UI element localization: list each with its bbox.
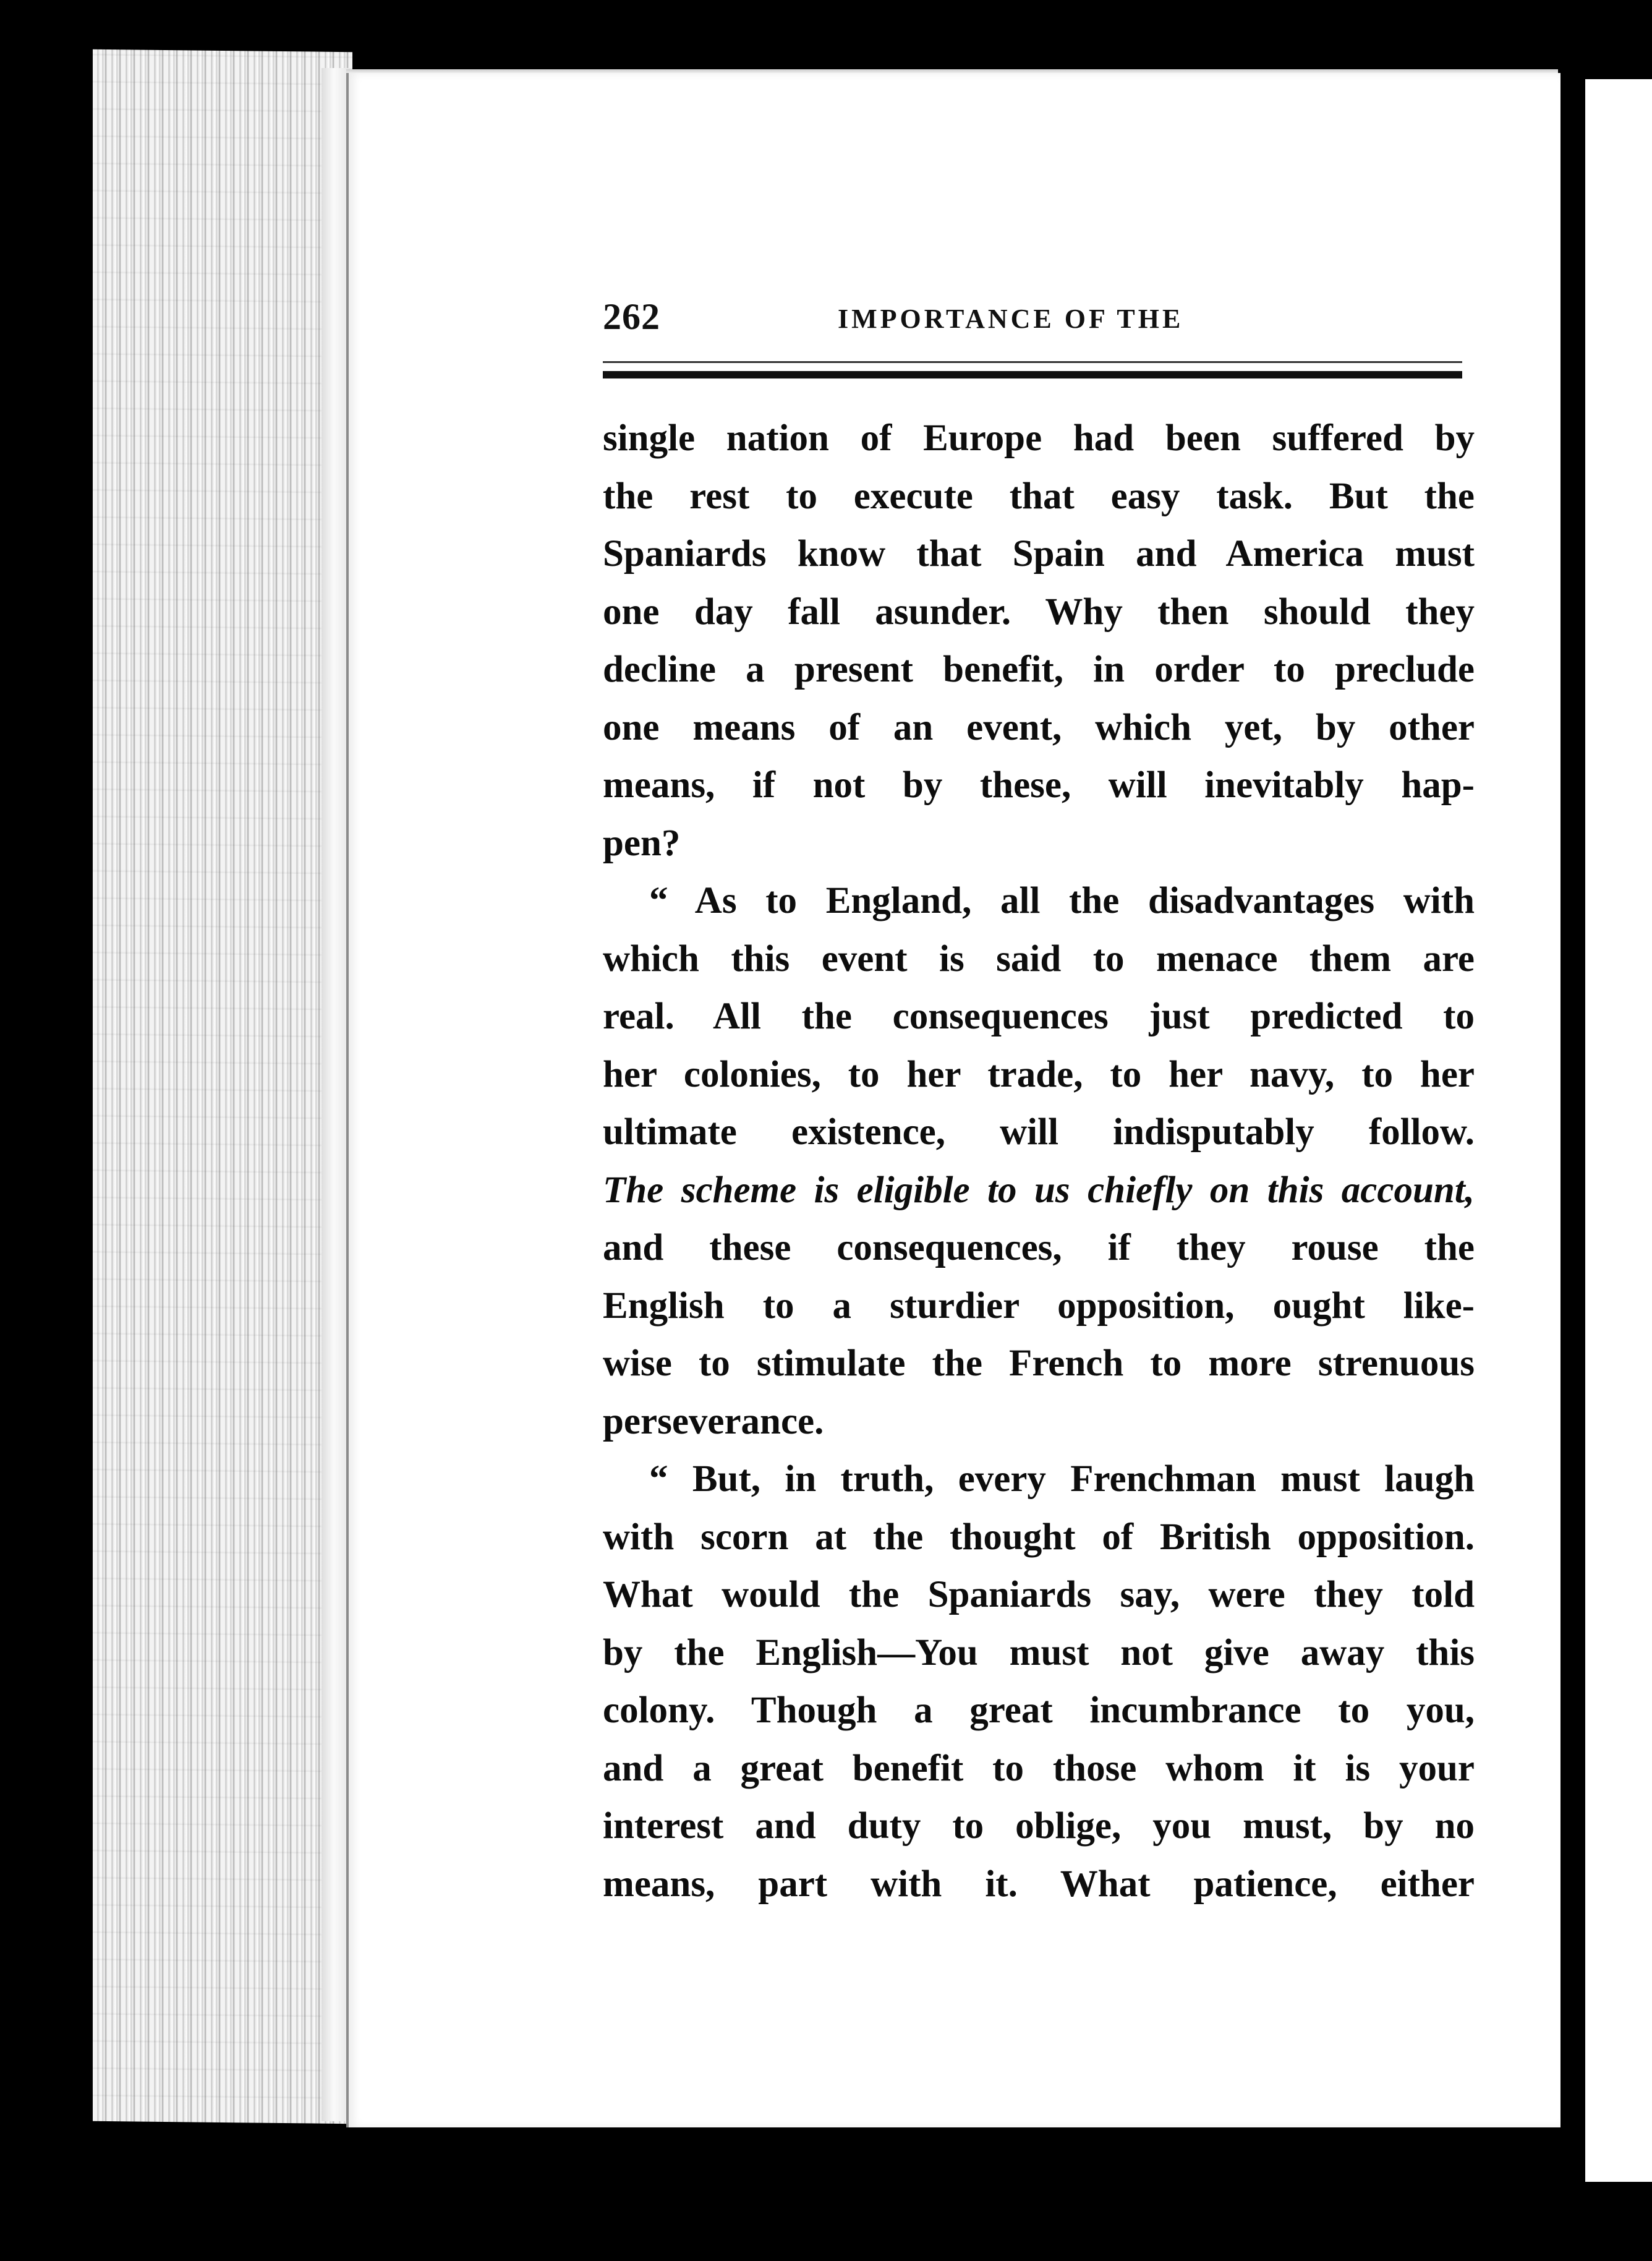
text-line: “ But, in truth, every Frenchman must laugh [649, 1458, 1475, 1500]
text-line: and these consequences, if they rouse the [603, 1227, 1475, 1268]
text-line: the rest to execute that easy task. But the [603, 475, 1475, 517]
text-line: with scorn at the thought of British opposition. [603, 1516, 1475, 1558]
text-line: interest and duty to oblige, you must, by no [603, 1805, 1475, 1847]
text-line: perseverance. [603, 1400, 824, 1442]
text-line: “ As to England, all the disadvantages with [649, 880, 1475, 921]
running-head: IMPORTANCE OF THE [838, 304, 1184, 334]
text-line: What would the Spaniards say, were they told [603, 1574, 1475, 1615]
text-line: colony. Though a great incumbrance to you, [603, 1690, 1475, 1731]
text-line: English to a sturdier opposition, ought like- [603, 1284, 1475, 1327]
header-rule-thick [603, 371, 1462, 378]
text-line-italic: The scheme is eligible to us chiefly on this account, [603, 1169, 1475, 1211]
text-line: Spaniards know that Spain and America must [603, 533, 1475, 575]
text-line: and a great benefit to those whom it is your [603, 1747, 1475, 1789]
text-line: ultimate existence, will indisputably follow. [603, 1111, 1475, 1153]
text-line: wise to stimulate the French to more strenuous [603, 1343, 1475, 1384]
header-rule-thin [603, 361, 1462, 363]
page-number: 262 [603, 296, 660, 337]
text-line: her colonies, to her trade, to her navy, to her [603, 1053, 1475, 1095]
text-line: decline a present benefit, in order to preclude [603, 649, 1475, 690]
page-header [603, 296, 1462, 339]
text-line: one day fall asunder. Why then should they [603, 591, 1475, 633]
page-edges [93, 49, 352, 2124]
body-text [603, 409, 1475, 1913]
text-line: which this event is said to menace them are [603, 938, 1475, 980]
text-line: one means of an event, which yet, by other [603, 706, 1475, 748]
text-line: pen? [603, 822, 681, 864]
text-line: real. All the consequences just predicted to [603, 996, 1475, 1037]
text-line: means, part with it. What patience, either [603, 1863, 1475, 1905]
text-line: means, if not by these, will inevitably hap- [603, 764, 1475, 806]
facing-page-edge [1585, 79, 1652, 2182]
text-line: by the English—You must not give away this [603, 1631, 1475, 1673]
text-line: single nation of Europe had been suffered by [603, 417, 1475, 459]
